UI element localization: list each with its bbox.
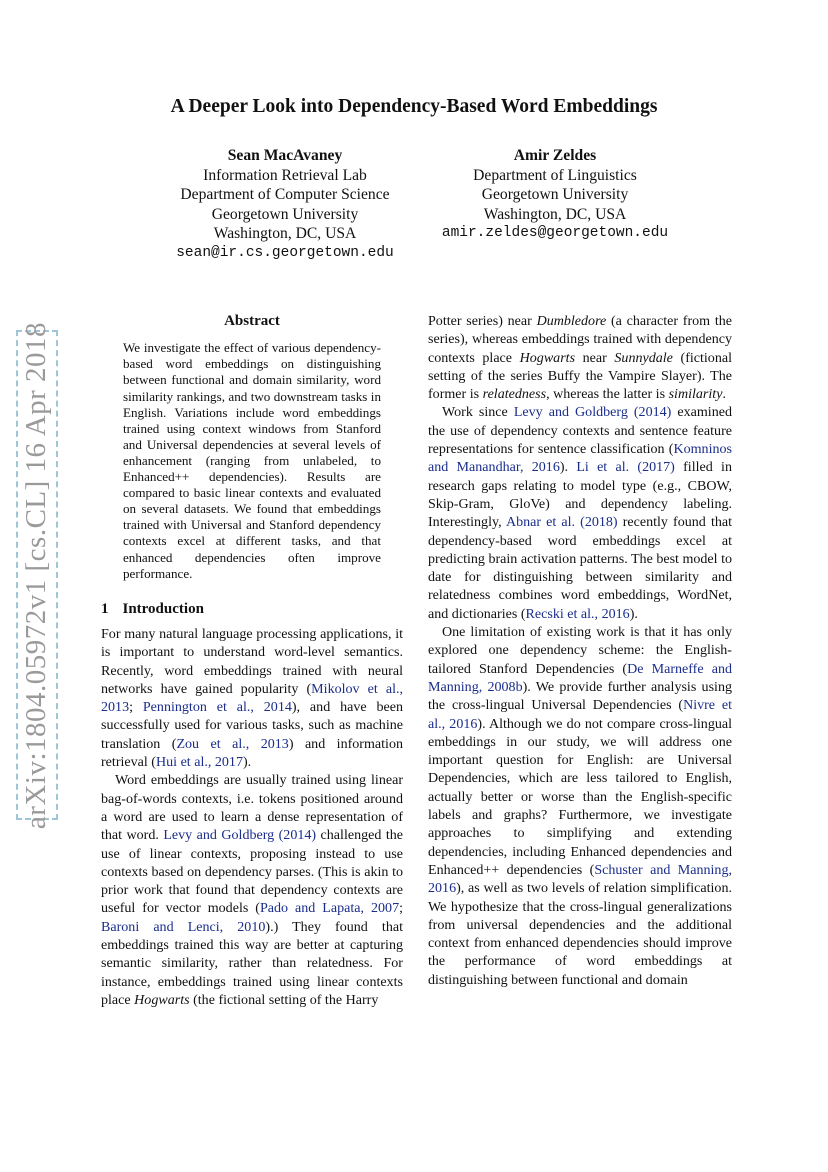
left-column (101, 312, 403, 1009)
arxiv-stamp (16, 321, 58, 829)
author-email[interactable]: sean@ir.cs.georgetown.edu (176, 244, 394, 261)
italic-term: relatedness (482, 386, 547, 403)
citation-link[interactable]: Schuster and Manning, 2016 (428, 861, 732, 897)
author-affiliation: Georgetown University (481, 186, 629, 204)
author-affiliation: Georgetown University (211, 205, 359, 223)
author-affiliation: Washington, DC, USA (483, 205, 627, 223)
author-block-2 (410, 146, 700, 244)
author-name: Sean MacAvaney (227, 147, 343, 164)
citation-link[interactable]: De Marneffe and Manning, 2008b (428, 660, 732, 695)
paragraph: One limitation of existing work is that it has only explored one dependency scheme: the English-tailored Stanford Dependencies (De Marneffe and Manning, 2008b). We provide further analysis using the cross-lingual Universal Dependencies (Nivre et al., 2016). Although we do not compare cross-lingual embeddings in our study, we will address one important question for English: are Universal Dependencies, which are less tailored to English, actually better or worse than the English-specific labels and graphs? Furthermore, we investigate approaches to simplifying and extending dependencies, including Enhanced dependencies and Enhanced++ dependencies (Schuster and Manning, 2016), as well as two levels of relation simplification. We hypothesize that the cross-lingual generalizations from universal dependencies and the additional context from enhanced dependencies should improve the performance of word embeddings at distinguishing between functional and domain (428, 624, 732, 988)
citation-link[interactable]: Levy and Goldberg (2014) (513, 404, 672, 421)
citation-link[interactable]: Abnar et al. (2018) (505, 514, 618, 531)
citation-link[interactable]: Levy and Goldberg (2014) (163, 827, 317, 844)
author-affiliation: Department of Linguistics (473, 166, 637, 184)
citation-link[interactable]: Hui et al., 2017 (155, 754, 243, 771)
italic-term: Hogwarts (134, 991, 190, 1008)
citation-link[interactable]: Li et al. (2017) (576, 459, 675, 476)
paper-title: A Deeper Look into Dependency-Based Word Embeddings (170, 96, 658, 117)
section-number: 1 (101, 600, 109, 617)
italic-term: similarity (668, 386, 723, 403)
italic-term: Sunnydale (614, 349, 673, 366)
citation-link[interactable]: Mikolov et al., 2013 (101, 680, 404, 716)
abstract-text: We investigate the effect of various dependency-based word embeddings on distinguishing between functional and domain similarity, word similarity rankings, and two downstream tasks in English. Variations include word embeddings trained using context windows from Stanford and Universal dependencies at several levels of enhancement (ranging from unlabeled, to Enhanced++ dependencies). Results are compared to basic linear contexts and evaluated on several datasets. We found that embeddings trained with Universal and Stanford dependency contexts excel at different tasks, and that enhanced dependencies often improve performance. (123, 340, 381, 581)
section-title: Introduction (122, 600, 204, 617)
citation-link[interactable]: Nivre et al., 2016 (428, 697, 732, 732)
citation-link[interactable]: Pennington et al., 2014 (142, 699, 292, 716)
citation-link[interactable]: Pado and Lapata, 2007 (259, 900, 400, 917)
paragraph: For many natural language processing applications, it is important to understand word-level semantics. Recently, word embeddings trained with neural networks have gained popularity (Mikolov et al., 2013; Pennington et al., 2014), and have been successfully used for various tasks, such as machine translation (Zou et al., 2013) and information retrieval (Hui et al., 2017). (101, 626, 404, 771)
abstract-heading: Abstract (224, 313, 280, 329)
author-affiliation: Information Retrieval Lab (203, 166, 367, 184)
arxiv-stamp-text: arXiv:1804.05972v1 [cs.CL] 16 Apr 2018 (20, 321, 53, 829)
right-column (428, 312, 732, 989)
author-email[interactable]: amir.zeldes@georgetown.edu (441, 225, 669, 242)
paragraph: Word embeddings are usually trained using linear bag-of-words contexts, i.e. tokens positioned around a word are used to learn a dense representation of that word. Levy and Goldberg (2014) challenged the use of linear contexts, proposing instead to use contexts based on dependency parses. (This is akin to prior work that found that dependency contexts are useful for vector models (Pado and Lapata, 2007; Baroni and Lenci, 2010).) They found that embeddings trained this way are better at capturing semantic similarity, rather than relatedness. For instance, embeddings trained using linear contexts place Hogwarts (the fictional setting of the Harry (101, 772, 403, 1008)
citation-link[interactable]: Zou et al., 2013 (176, 735, 289, 752)
author-affiliation: Washington, DC, USA (213, 225, 357, 243)
italic-term: Dumbledore (536, 313, 607, 329)
author-block-1 (140, 146, 430, 264)
italic-term: Hogwarts (519, 349, 576, 366)
author-affiliation: Department of Computer Science (180, 186, 390, 204)
paragraph: Work since Levy and Goldberg (2014) examined the use of dependency contexts and sentence feature representations for sentence classification (Komninos and Manandhar, 2016). Li et al. (2017) filled in research gaps relating to model type (e.g., CBOW, Skip-Gram, GloVe) and dependency labeling. Interestingly, Abnar et al. (2018) recently found that dependency-based word embeddings excel at predicting brain activation patterns. The best model to date for distinguishing between similarity and relatedness combines word embeddings, WordNet, and dictionaries (Recski et al., 2016). (428, 404, 733, 622)
citation-link[interactable]: Recski et al., 2016 (525, 605, 630, 622)
author-name: Amir Zeldes (513, 147, 597, 164)
citation-link[interactable]: Baroni and Lenci, 2010 (101, 918, 266, 935)
citation-link[interactable]: Komninos and Manandhar, 2016 (428, 441, 732, 476)
section-heading-introduction (101, 600, 403, 618)
paragraph: Potter series) near Dumbledore (a character from the series), whereas embeddings trained with dependency contexts place Hogwarts near Sunnydale (fictional setting of the series Buffy the Vampire Slayer). The former is relatedness, whereas the latter is similarity. (428, 313, 732, 403)
